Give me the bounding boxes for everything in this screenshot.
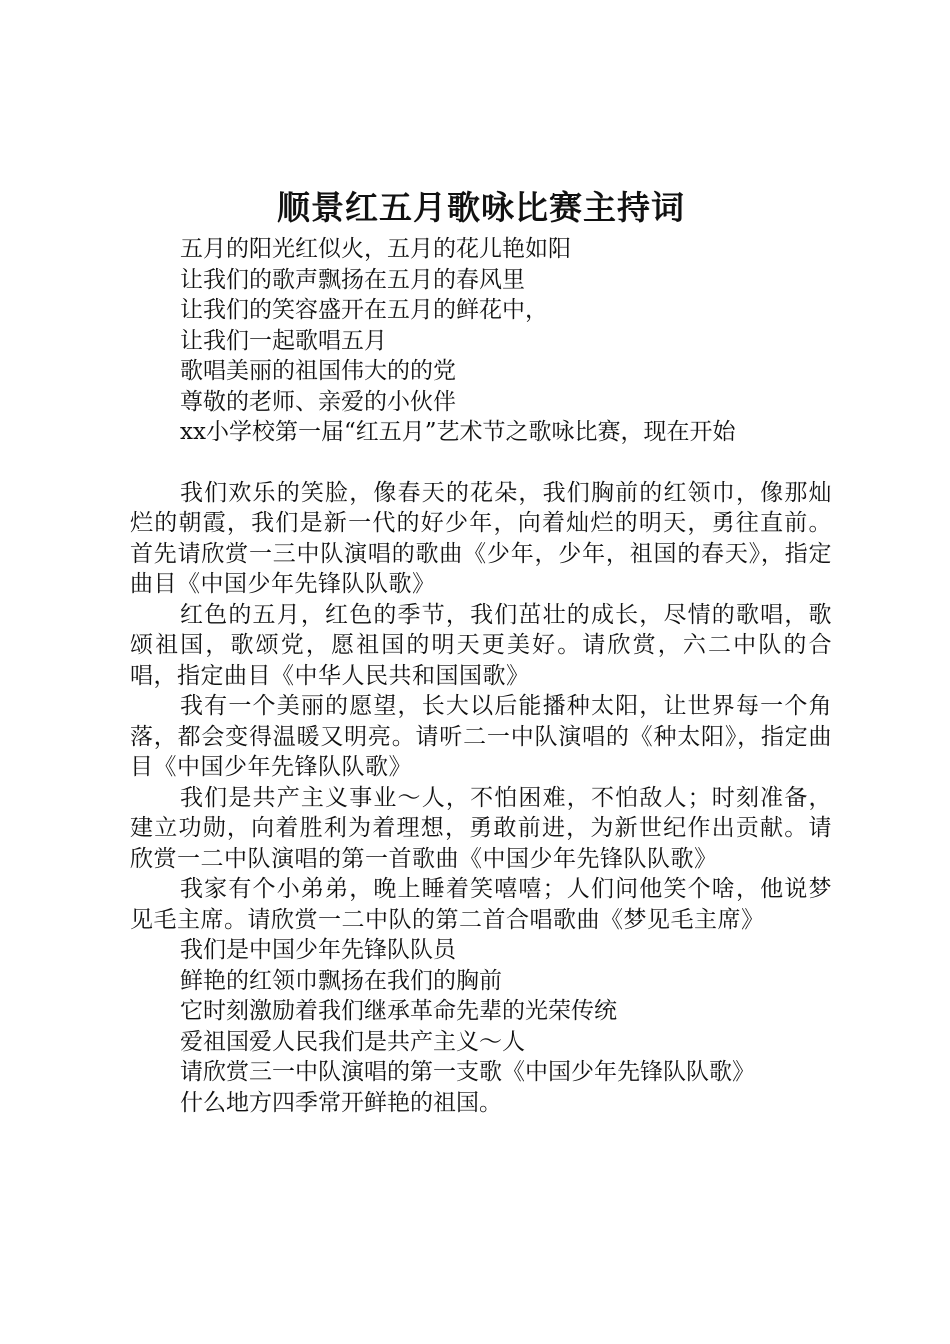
verse-line: 尊敬的老师、亲爱的小伙伴: [180, 388, 456, 415]
verse-line: 鲜艳的红领巾飘扬在我们的胸前: [180, 967, 502, 994]
paragraph: 我家有个小弟弟，晚上睡着笑嘻嘻；人们问他笑个啥，他说梦见毛主席。请欣赏一二中队的第二首合唱歌曲《梦见毛主席》: [130, 876, 832, 933]
verse-line: 让我们一起歌唱五月: [180, 327, 387, 354]
verse-line: 爱祖国爱人民我们是共产主义～人: [180, 1028, 525, 1055]
verse-line: 歌唱美丽的祖国伟大的的党: [180, 358, 456, 384]
verse-line: 我们是中国少年先锋队队员: [180, 937, 456, 963]
verse-line: xx小学校第一届“红五月”艺术节之歌咏比赛，现在开始: [180, 419, 736, 445]
paragraph: 我们欢乐的笑脸，像春天的花朵，我们胸前的红领巾，像那灿烂的朝霞，我们是新一代的好少年，向着灿烂的明天，勇往直前。首先请欣赏一三中队演唱的歌曲《少年，少年，祖国的春天》，指定曲目《中国少年先锋队队歌》: [130, 479, 832, 597]
verse-line: 五月的阳光红似火，五月的花儿艳如阳: [180, 236, 571, 262]
closing-verse: [130, 935, 832, 1118]
verse-line: 让我们的歌声飘扬在五月的春风里: [180, 266, 525, 293]
opening-verse: [130, 234, 832, 448]
paragraph: 我们是共产主义事业～人，不怕困难，不怕敌人；时刻准备，建立功勋，向着胜利为着理想，勇敢前进，为新世纪作出贡献。请欣赏一二中队演唱的第一首歌曲《中国少年先锋队队歌》: [130, 784, 832, 872]
document-page: [130, 186, 832, 1118]
verse-line: 它时刻激励着我们继承革命先辈的光荣传统: [180, 998, 617, 1024]
blank-line: [130, 448, 832, 478]
document-title: 顺景红五月歌咏比赛主持词: [277, 188, 685, 227]
body-paragraphs: [130, 478, 832, 936]
paragraph: 我有一个美丽的愿望，长大以后能播种太阳，让世界每一个角落，都会变得温暖又明亮。请听二一中队演唱的《种太阳》，指定曲目《中国少年先锋队队歌》: [130, 693, 832, 780]
paragraph: 红色的五月，红色的季节，我们茁壮的成长，尽情的歌唱，歌颂祖国，歌颂党，愿祖国的明天更美好。请欣赏，六二中队的合唱，指定曲目《中华人民共和国国歌》: [130, 601, 832, 689]
verse-line: 请欣赏三一中队演唱的第一支歌《中国少年先锋队队歌》: [180, 1059, 755, 1085]
verse-line: 让我们的笑容盛开在五月的鲜花中，: [180, 297, 548, 323]
verse-line: 什么地方四季常开鲜艳的祖国。: [180, 1089, 502, 1116]
